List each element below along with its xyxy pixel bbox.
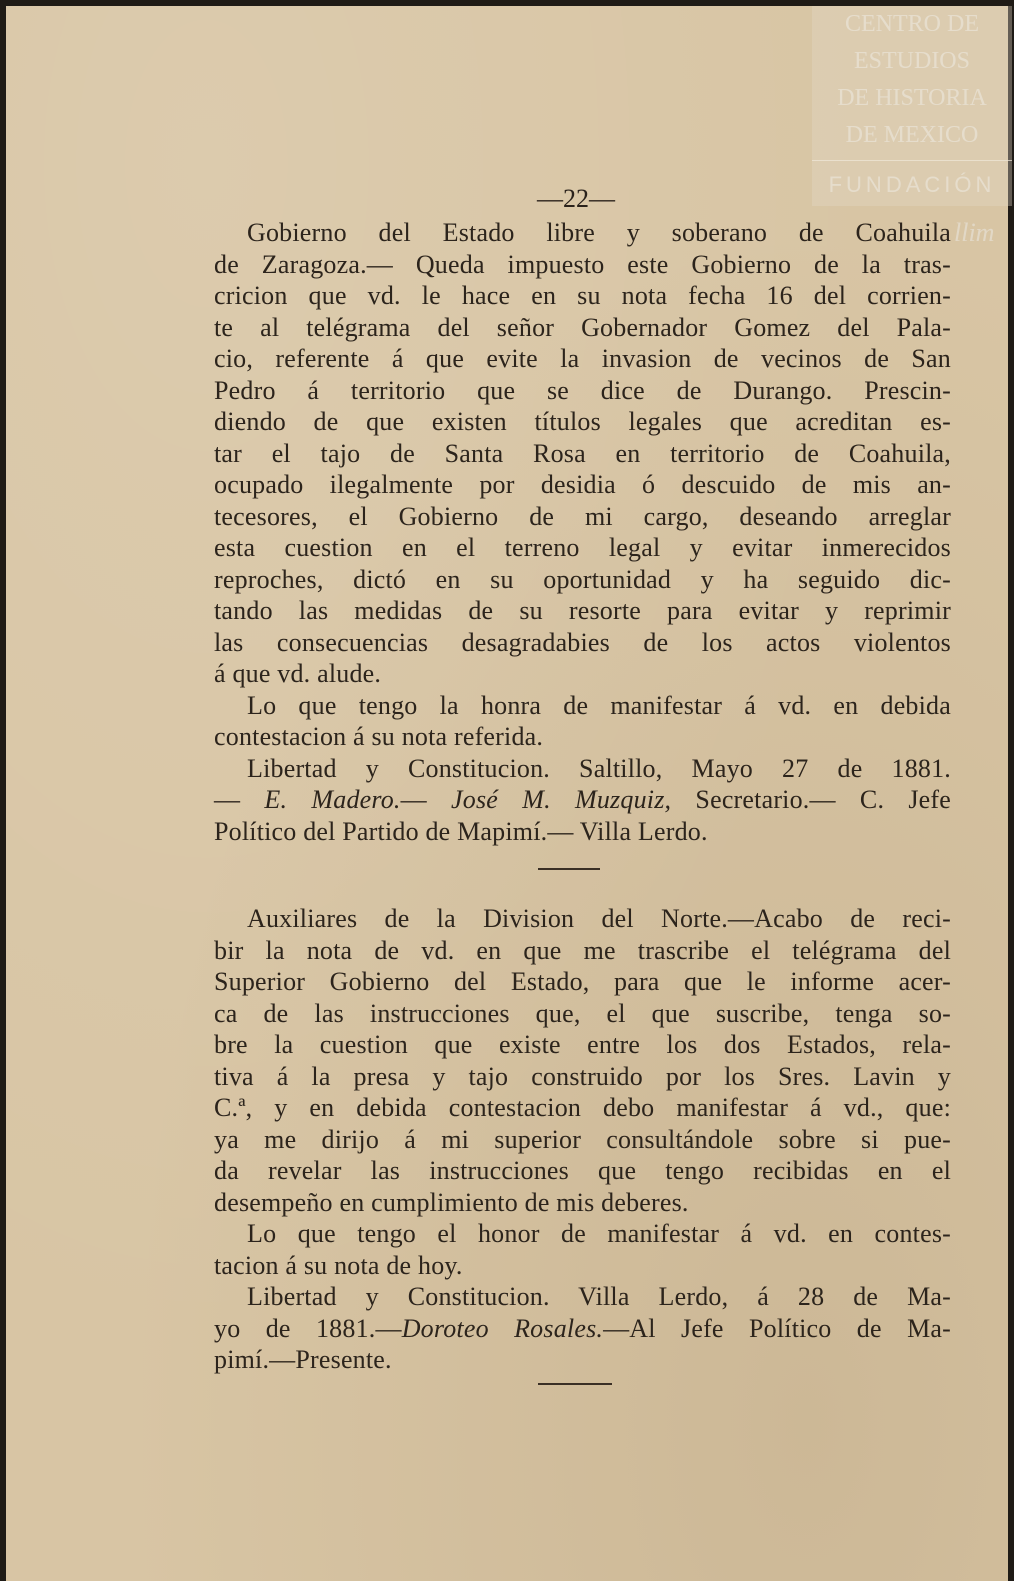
letter-line: Superior Gobierno del Estado, para que le informe acer-	[214, 967, 951, 996]
signature-line	[214, 784, 951, 816]
letter-line: te al telégrama del señor Gobernador Gomez del Pala-	[214, 312, 951, 342]
end-separator	[538, 1383, 612, 1385]
letter-line: ya me dirijo á mi superior consultándole sobre si pue-	[214, 1124, 951, 1154]
signer-rosales: Doroteo Rosales.	[401, 1313, 604, 1343]
stamp-line: DE MEXICO	[845, 122, 979, 148]
stamp-foundation: FUNDACIÓN	[828, 172, 996, 197]
letter-line: bir la nota de vd. en que me trascribe el telégrama del	[214, 935, 951, 965]
letter-line: ca de las instrucciones que, el que suscribe, tenga so-	[214, 998, 951, 1028]
letter-line: cio, referente á que evite la invasion de vecinos de San	[214, 344, 951, 373]
letter-line: cricion que vd. le hace en su nota fecha 16 del corrien-	[214, 281, 951, 310]
letter-line: bre la cuestion que existe entre los dos Estados, rela-	[214, 1030, 951, 1059]
letter-line: reproches, dictó en su oportunidad y ha seguido dic-	[214, 564, 951, 594]
stamp-line: CENTRO DE	[845, 11, 979, 37]
signature-line-rest: Secretario.— C. Jefe	[695, 785, 951, 814]
signature-line	[214, 1313, 951, 1345]
letter-line: C.ª, y en debida contestacion debo manifestar á vd., que:	[214, 1093, 951, 1122]
signer-madero: E. Madero.	[264, 785, 401, 814]
closing-line: contestacion á su nota referida.	[214, 722, 544, 751]
letter-line: tando las medidas de su resorte para evitar y reprimir	[214, 596, 951, 625]
letter-line: desempeño en cumplimiento de mis deberes.	[214, 1187, 689, 1217]
page-number: —22—	[537, 184, 615, 213]
dateline: Libertad y Constitucion. Saltillo, Mayo 27 de 1881.	[247, 753, 951, 783]
signature-line-start: yo de 1881.—	[214, 1313, 402, 1343]
letter-line: tecesores, el Gobierno de mi cargo, deseando arreglar	[214, 501, 951, 531]
stamp-signature: llim	[954, 218, 995, 247]
section-separator	[538, 868, 600, 870]
letter-line: Auxiliares de la Division del Norte.—Acabo de reci-	[247, 904, 951, 933]
dash: —	[214, 785, 241, 814]
letter-1	[214, 217, 951, 847]
letter-line: de Zaragoza.— Queda impuesto este Gobierno de la tras-	[214, 249, 951, 279]
closing-line: Lo que tengo la honra de manifestar á vd. en debida	[247, 690, 951, 720]
letter-line: las consecuencias desagradabies de los actos violentos	[214, 627, 951, 657]
dateline: Libertad y Constitucion. Villa Lerdo, á 28 de Ma-	[247, 1282, 951, 1311]
letter-line: tar el tajo de Santa Rosa en territorio de Coahuila,	[214, 438, 951, 468]
archive-stamp	[812, 6, 1012, 206]
letter-line: da revelar las instrucciones que tengo recibidas en el	[214, 1156, 951, 1185]
letter-line: esta cuestion en el terreno legal y evitar inmerecidos	[214, 533, 951, 562]
dash: —	[400, 785, 427, 814]
stamp-rule	[812, 160, 1012, 161]
stamp-line: ESTUDIOS	[853, 48, 970, 74]
letter-line: á que vd. alude.	[214, 659, 382, 688]
signer-muzquiz: José M. Muzquiz,	[451, 785, 672, 814]
letter-line: tiva á la presa y tajo construido por los Sres. Lavin y	[214, 1061, 951, 1091]
document-page	[6, 6, 1008, 1581]
signature-line-rest: —Al Jefe Político de Ma-	[603, 1313, 951, 1343]
letter-line: Gobierno del Estado libre y soberano de Coahuila	[247, 218, 951, 247]
letter-line: diendo de que existen títulos legales que acreditan es-	[214, 407, 951, 436]
letter-line: Pedro á territorio que se dice de Durango. Prescin-	[214, 375, 951, 405]
final-line: pimí.—Presente.	[214, 1345, 392, 1374]
letter-2	[214, 903, 951, 1376]
closing-line: Lo que tengo el honor de manifestar á vd. en contes-	[247, 1219, 951, 1248]
closing-line: tacion á su nota de hoy.	[214, 1250, 463, 1280]
stamp-line: DE HISTORIA	[837, 85, 987, 111]
letter-line: ocupado ilegalmente por desidia ó descuido de mis an-	[214, 470, 951, 499]
addressee-line: Político del Partido de Mapimí.— Villa Lerdo.	[214, 816, 708, 846]
